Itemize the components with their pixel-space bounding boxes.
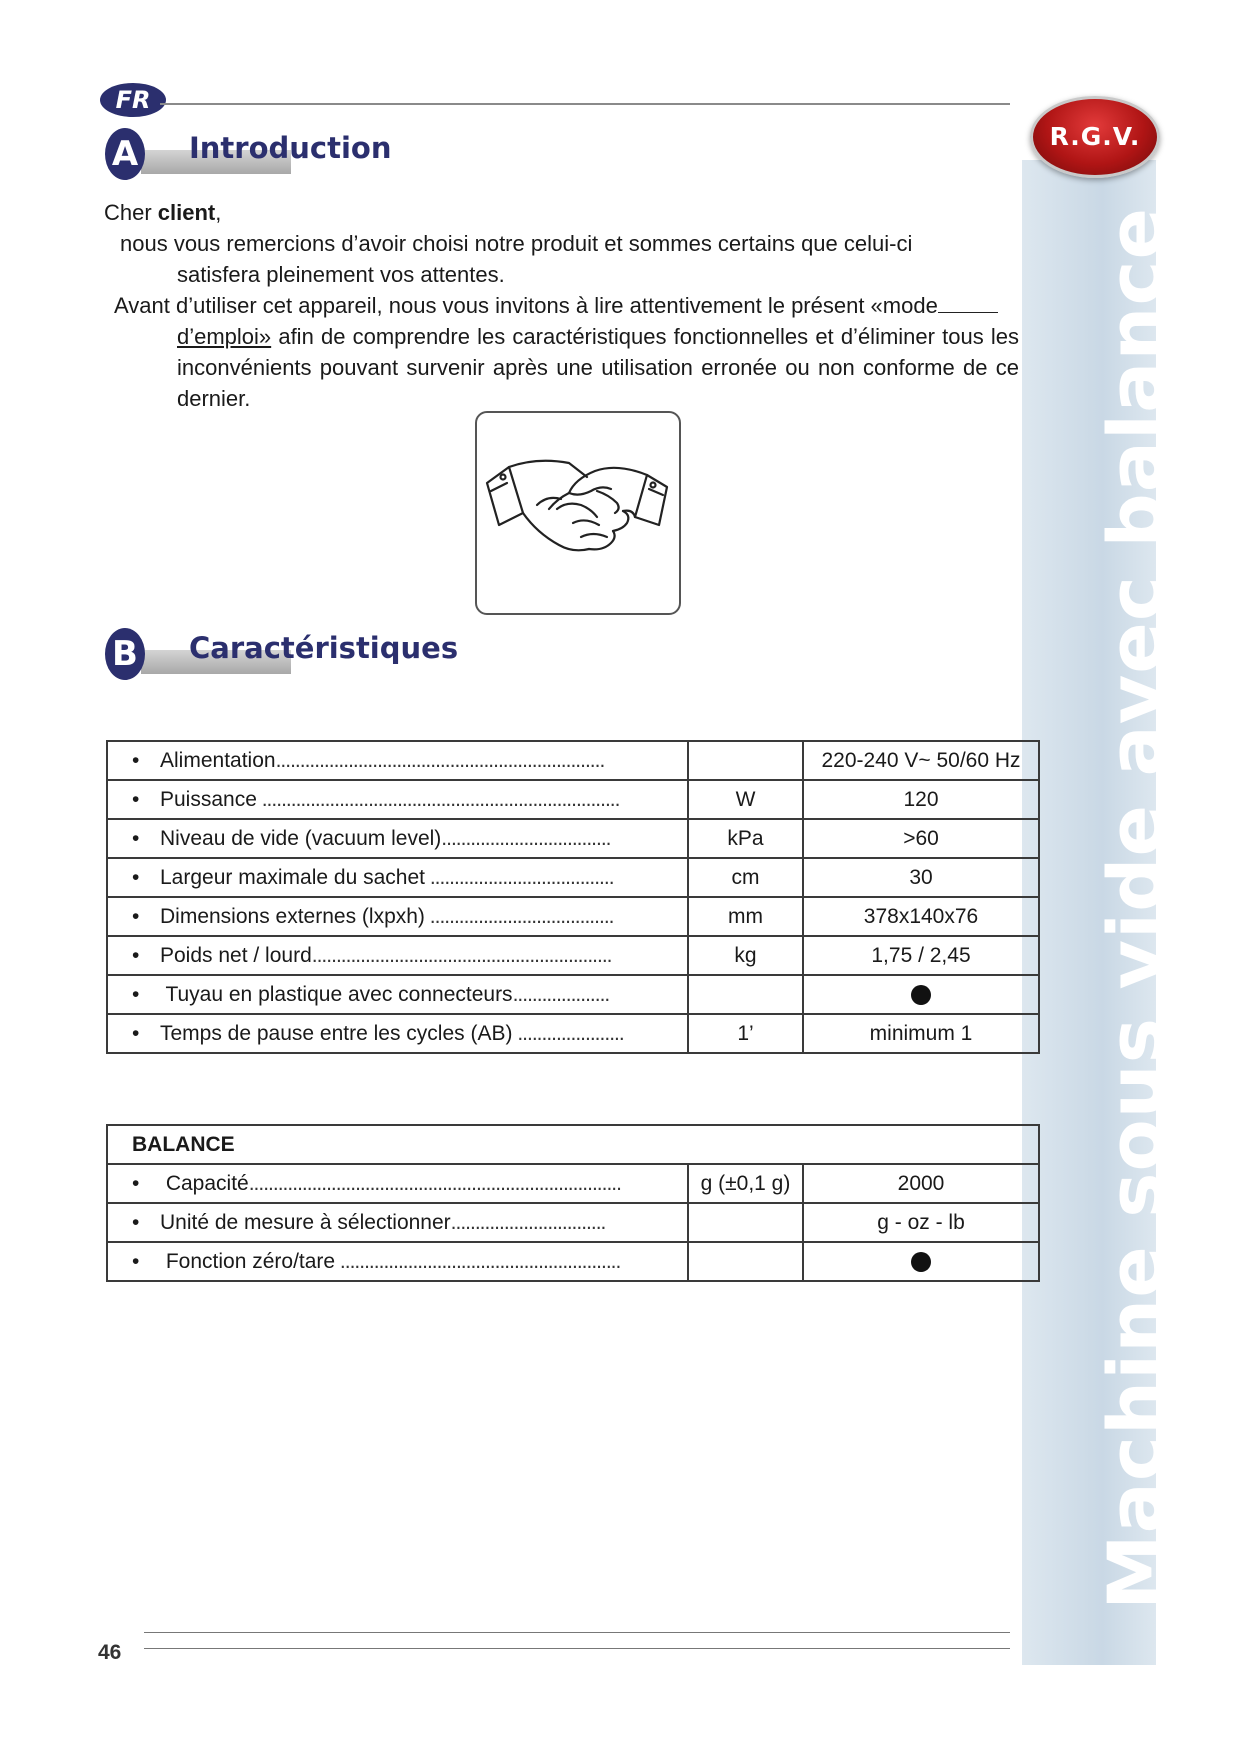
- spec-unit: 1’: [688, 1014, 803, 1053]
- spec-unit: [688, 1203, 803, 1242]
- spec-value: 30: [803, 858, 1039, 897]
- spec-value: 1,75 / 2,45: [803, 936, 1039, 975]
- spec-unit: [688, 741, 803, 780]
- bullet: •: [132, 748, 140, 772]
- spec-label-cell: [107, 1203, 688, 1242]
- side-title: Machine sous vide avec balance: [1091, 206, 1180, 1610]
- greeting: Cher client,: [104, 200, 222, 225]
- mode-emploi-link: d’emploi»: [177, 324, 272, 349]
- table-row: [107, 975, 1039, 1014]
- spec-label: Dimensions externes (lxpxh): [160, 904, 425, 928]
- table-row: [107, 936, 1039, 975]
- spec-label-cell: [107, 780, 688, 819]
- table-row: [107, 1203, 1039, 1242]
- leader-dots: ..............................................................: [311, 943, 612, 967]
- handshake-illustration: [475, 411, 681, 615]
- intro-line-4: d’emploi» afin de comprendre les caractéristiques fonctionnelles et d’éliminer tous les inconvénients pouvant survenir après une utilisation erronée ou non conforme de ce dernier.: [177, 324, 1019, 411]
- section-a-title: Introduction: [189, 131, 392, 165]
- spec-value: 220-240 V~ 50/60 Hz: [803, 741, 1039, 780]
- table-row: [107, 741, 1039, 780]
- spec-label: Poids net / lourd: [160, 943, 312, 967]
- brand-logo: R.G.V.: [1030, 96, 1160, 178]
- leader-dots: ....................: [512, 982, 610, 1006]
- spec-label: Temps de pause entre les cycles (AB): [160, 1021, 513, 1045]
- spec-value: g - oz - lb: [803, 1203, 1039, 1242]
- bullet: •: [132, 787, 140, 811]
- spec-value: 2000: [803, 1164, 1039, 1203]
- spec-label-cell: [107, 897, 688, 936]
- spec-label: Unité de mesure à sélectionner: [160, 1210, 451, 1234]
- table-row: [107, 819, 1039, 858]
- specs-table: [106, 740, 1040, 1054]
- spec-value: [803, 975, 1039, 1014]
- bullet: •: [132, 904, 140, 928]
- spec-label: Puissance: [160, 787, 257, 811]
- bullet: •: [132, 1171, 140, 1195]
- leader-dots: ..........................................................: [335, 1249, 621, 1273]
- spec-unit: [688, 1242, 803, 1281]
- balance-table: [106, 1124, 1040, 1282]
- leader-dots: ..........................................................................: [256, 787, 620, 811]
- spec-label-cell: [107, 936, 688, 975]
- bullet: •: [132, 943, 140, 967]
- spec-label: Fonction zéro/tare: [160, 1249, 336, 1273]
- spec-label: Capacité: [160, 1171, 249, 1195]
- spec-unit: g (±0,1 g): [688, 1164, 803, 1203]
- spec-unit: kPa: [688, 819, 803, 858]
- bullet: •: [132, 1021, 140, 1045]
- spec-value: 378x140x76: [803, 897, 1039, 936]
- leader-dots: ...................................: [441, 826, 611, 850]
- spec-unit: mm: [688, 897, 803, 936]
- spec-label: Alimentation: [160, 748, 276, 772]
- table-row: [107, 1014, 1039, 1053]
- intro-line-1: nous vous remercions d’avoir choisi notre produit et sommes certains que celui-ci: [120, 231, 913, 256]
- leader-dots: .............................................................................: [248, 1171, 621, 1195]
- filled-dot-icon: [911, 1252, 931, 1272]
- top-rule: [160, 103, 1010, 105]
- leader-dots: ......................: [512, 1021, 624, 1045]
- bullet: •: [132, 826, 140, 850]
- spec-unit: [688, 975, 803, 1014]
- leader-dots: ................................: [450, 1210, 606, 1234]
- bullet: •: [132, 982, 140, 1006]
- spec-label-cell: [107, 858, 688, 897]
- section-b-letter: B: [105, 628, 145, 680]
- bullet: •: [132, 1249, 140, 1273]
- table-row: [107, 780, 1039, 819]
- bullet: •: [132, 1210, 140, 1234]
- spec-value: [803, 1242, 1039, 1281]
- spec-label: Tuyau en plastique avec connecteurs: [160, 982, 513, 1006]
- spec-label-cell: [107, 741, 688, 780]
- spec-label: Niveau de vide (vacuum level): [160, 826, 442, 850]
- table-row: [107, 1164, 1039, 1203]
- balance-heading: BALANCE: [107, 1125, 1039, 1164]
- bottom-rule-2: [144, 1648, 1010, 1649]
- table-row: [107, 1242, 1039, 1281]
- intro-line-3: Avant d’utiliser cet appareil, nous vous invitons à lire attentivement le présent «mode: [104, 290, 1019, 321]
- section-a-letter: A: [105, 128, 145, 180]
- intro-text: [104, 197, 1019, 414]
- language-badge: FR: [100, 83, 166, 117]
- section-b-title: Caractéristiques: [189, 631, 459, 665]
- spec-value: 120: [803, 780, 1039, 819]
- spec-label-cell: [107, 1164, 688, 1203]
- intro-line-2: satisfera pleinement vos attentes.: [177, 262, 505, 287]
- spec-label: Largeur maximale du sachet: [160, 865, 425, 889]
- spec-value: >60: [803, 819, 1039, 858]
- leader-dots: ......................................: [424, 865, 614, 889]
- spec-unit: W: [688, 780, 803, 819]
- table-row: [107, 858, 1039, 897]
- greeting-client: client: [157, 200, 216, 225]
- table-row: [107, 897, 1039, 936]
- balance-heading-row: [107, 1125, 1039, 1164]
- spec-label-cell: [107, 975, 688, 1014]
- spec-unit: kg: [688, 936, 803, 975]
- spec-value: minimum 1: [803, 1014, 1039, 1053]
- bullet: •: [132, 865, 140, 889]
- leader-dots: ......................................: [424, 904, 614, 928]
- bottom-rule-1: [144, 1632, 1010, 1633]
- spec-unit: cm: [688, 858, 803, 897]
- spec-label-cell: [107, 1014, 688, 1053]
- page-number: 46: [98, 1641, 122, 1664]
- leader-dots: ....................................................................: [275, 748, 605, 772]
- spec-label-cell: [107, 819, 688, 858]
- spec-label-cell: [107, 1242, 688, 1281]
- handshake-icon: [477, 413, 679, 613]
- filled-dot-icon: [911, 985, 931, 1005]
